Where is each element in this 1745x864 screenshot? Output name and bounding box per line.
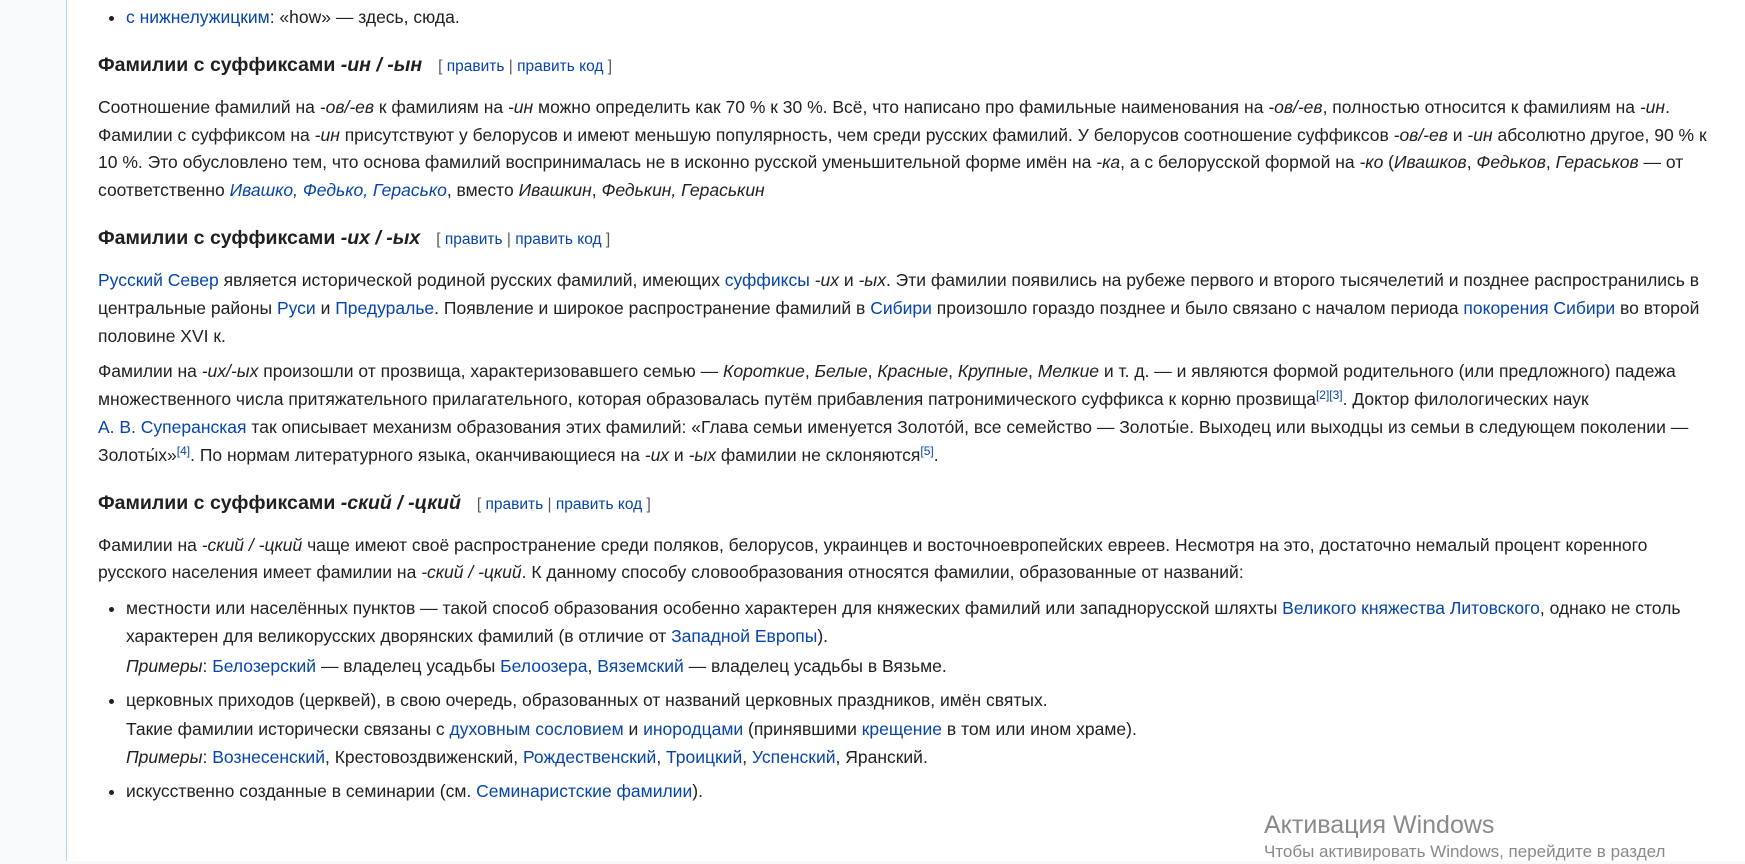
separator: | <box>508 57 513 75</box>
link-beloozero[interactable]: Белоозера <box>500 655 588 676</box>
link-nizhnelužickij[interactable]: с нижнелужицким <box>126 7 270 27</box>
list-item: • церковных приходов (церквей), в свою очередь, образованных от названий церковных праздников, имён святых. Такие фамилии исторически связаны с духовным сословием и инородцами (принявшими крещение в том или ином храме). Примеры: Вознесенский, Крестовоздвиженский, Рождественский, Троицкий, Успенский, Яранский. <box>126 687 1718 772</box>
section-heading <box>98 223 1718 255</box>
heading-text: Фамилии с суффиксами <box>98 226 341 249</box>
heading-suffix: -ин / -ын <box>340 53 423 76</box>
bracket: ] <box>607 57 613 75</box>
link-ivashkin[interactable]: Ивашко, Федько, Гераськo <box>229 180 447 201</box>
list-item-detail: Такие фамилии исторически связаны с духовным сословием и инородцами (принявшими крещение в том или ином храме). <box>126 719 1137 740</box>
heading-text: Фамилии с суффиксами <box>98 53 341 76</box>
section-ih-yh <box>98 223 1718 470</box>
footnote-ref[interactable]: [5] <box>920 443 934 458</box>
windows-activation-watermark <box>1264 810 1665 864</box>
examples-line: Примеры: Белозерский — владелец усадьбы Белоозера, Вяземский — владелец усадьбы в Вязьме. <box>126 655 947 676</box>
edit-code-link[interactable]: править код <box>517 57 604 75</box>
link-inorodcy[interactable]: инородцами <box>643 719 744 740</box>
watermark-subtitle: Чтобы активировать Windows, перейдите в раздел <box>1264 842 1666 861</box>
link-russkij-sever[interactable]: Русский Север <box>98 269 219 290</box>
bracket: [ <box>438 57 443 75</box>
link-predurale[interactable]: Предуралье <box>335 297 435 318</box>
footnote-ref[interactable]: [2] <box>1315 388 1330 403</box>
footnote-ref[interactable]: [3] <box>1329 388 1343 403</box>
link-pokorenie-sibiri[interactable]: покорения Сибири <box>1463 297 1616 318</box>
edit-link[interactable]: править <box>446 57 505 75</box>
link-seminaristskie-familii[interactable]: Семинаристские фамилии <box>476 780 693 801</box>
link-vkl[interactable]: Великого княжества Литовского <box>1282 598 1540 619</box>
watermark-title: Активация Windows <box>1264 811 1495 839</box>
link-belozerskij[interactable]: Белозерский <box>212 655 317 676</box>
edit-link[interactable]: править <box>444 230 503 248</box>
link-zapadnaya-evropa[interactable]: Западной Европы <box>671 625 818 646</box>
bracket: ] <box>646 495 651 513</box>
separator: | <box>547 495 552 513</box>
section-in-yn <box>98 50 1718 205</box>
paragraph: Фамилии на -их/-ых произошли от прозвища, характеризовавшего семью — Короткие, Белые, Красные, Крупные, Мелкие и т. д. — и являются формой родительного (или предложного) падежа множественного числа притяжательного прилагательного, которая образовалась путём прибавления патронимического суффикса к корню прозвища[2][3]. Доктор филологических наук А. В. Суперанская так описывает механизм образования этих фамилий: «Глава семьи именуется Золото́й, все семейство — Золоты́е. Выходец или выходцы из семьи в следующем поколении — Золоты́х»[4]. По нормам литературного языка, оканчивающиеся на -их и -ых фамилии не склоняются[5]. <box>98 361 1689 465</box>
top-list <box>98 4 1718 32</box>
paragraph: Соотношение фамилий на -ов/-ев к фамилиям на -ин можно определить как 70 % к 30 %. Всё, что написано про фамильные наименования на -ов/-ев, полностью относится к фамилиям на -ин. Фамилии с суффиксом на -ин присутствуют у белорусов и имеют меньшую популярность, чем среди русских фамилий. У белорусов соотношение суффиксов -ов/-ев и -ин абсолютно другое, 90 % к 10 %. Это обусловлено тем, что основа фамилий воспринималась не в исконно русской уменьшительной форме имён на -ка, а с белорусской формой на -ко (Ивашков, Федьков, Гераськов — от соответственно Ивашко, Федько, Гераськo, вместо Ивашкин, Федькин, Гераськин <box>98 96 1707 201</box>
link-rozhdestvenskij[interactable]: Рождественский <box>523 747 657 768</box>
link-vyazemskij[interactable]: Вяземский <box>597 655 684 676</box>
heading-text: Фамилии с суффиксами <box>98 491 341 514</box>
edit-code-link[interactable]: править код <box>515 230 602 248</box>
edit-section <box>438 58 612 75</box>
paragraph: Русский Север является исторической родиной русских фамилий, имеющих суффиксы -их и -ых. Эти фамилии появились на рубеже первого и второго тысячелетий и позднее распространились в центральные районы Руси и Предуралье. Появление и широкое распространение фамилий в Сибири произошло гораздо позднее и было связано с началом периода покорения Сибири во второй половине XVI к. <box>98 269 1700 346</box>
link-sibiri[interactable]: Сибири <box>870 297 932 318</box>
list-item: • местности или населённых пунктов — такой способ образования особенно характерен для княжеских фамилий или западнорусской шляхты Великого княжества Литовского, однако не столь характерен для великорусских дворянских фамилий (в отличие от Западной Европы). Примеры: Белозерский — владелец усадьбы Белоозера, Вяземский — владелец усадьбы в Вязьме. <box>126 595 1718 680</box>
examples-line: Примеры: Вознесенский, Крестовоздвиженский, Рождественский, Троицкий, Успенский, Яранский. <box>126 747 928 768</box>
edit-link[interactable]: править <box>485 495 544 513</box>
link-suffiksy[interactable]: суффиксы <box>724 269 810 290</box>
section-skij-ckij <box>98 488 1718 806</box>
link-uspenskij[interactable]: Успенский <box>751 747 836 768</box>
article-content <box>66 0 1745 861</box>
link-voznesenskij[interactable]: Вознесенский <box>212 747 325 768</box>
footnote-ref[interactable]: [4] <box>176 443 191 458</box>
suffix-list <box>98 595 1718 806</box>
link-rusi[interactable]: Руси <box>276 297 316 318</box>
link-duhovnoe-soslovie[interactable]: духовным сословием <box>449 719 624 740</box>
list-item <box>126 4 1718 32</box>
bracket: ] <box>605 230 611 248</box>
edit-section <box>436 231 610 248</box>
link-kreschenie[interactable]: крещение <box>861 719 942 740</box>
section-heading <box>98 50 1718 82</box>
paragraph: Фамилии на -ский / -цкий чаще имеют своё распространение среди поляков, белорусов, украинцев и восточноевропейских евреев. Несмотря на это, достаточно немалый процент коренного русского населения имеет фамилии на -ский / -цкий. К данному способу словообразования относятся фамилии, образованные от названий: <box>98 534 1648 583</box>
separator: | <box>506 230 511 248</box>
link-troickij[interactable]: Троицкий <box>666 747 743 768</box>
list-item: • искусственно созданные в семинарии (см. Семинаристские фамилии). <box>126 778 1718 806</box>
heading-suffix: -ский / -цкий <box>340 491 461 514</box>
bracket: [ <box>476 495 482 513</box>
bracket: [ <box>436 230 441 248</box>
edit-section <box>477 496 651 513</box>
list-item-text: : «how» — здесь, сюда. <box>269 7 460 27</box>
section-heading <box>98 488 1718 520</box>
edit-code-link[interactable]: править код <box>555 495 643 513</box>
heading-suffix: -их / -ых <box>340 226 421 249</box>
link-superanskaya[interactable]: А. В. Суперанская <box>98 416 247 437</box>
